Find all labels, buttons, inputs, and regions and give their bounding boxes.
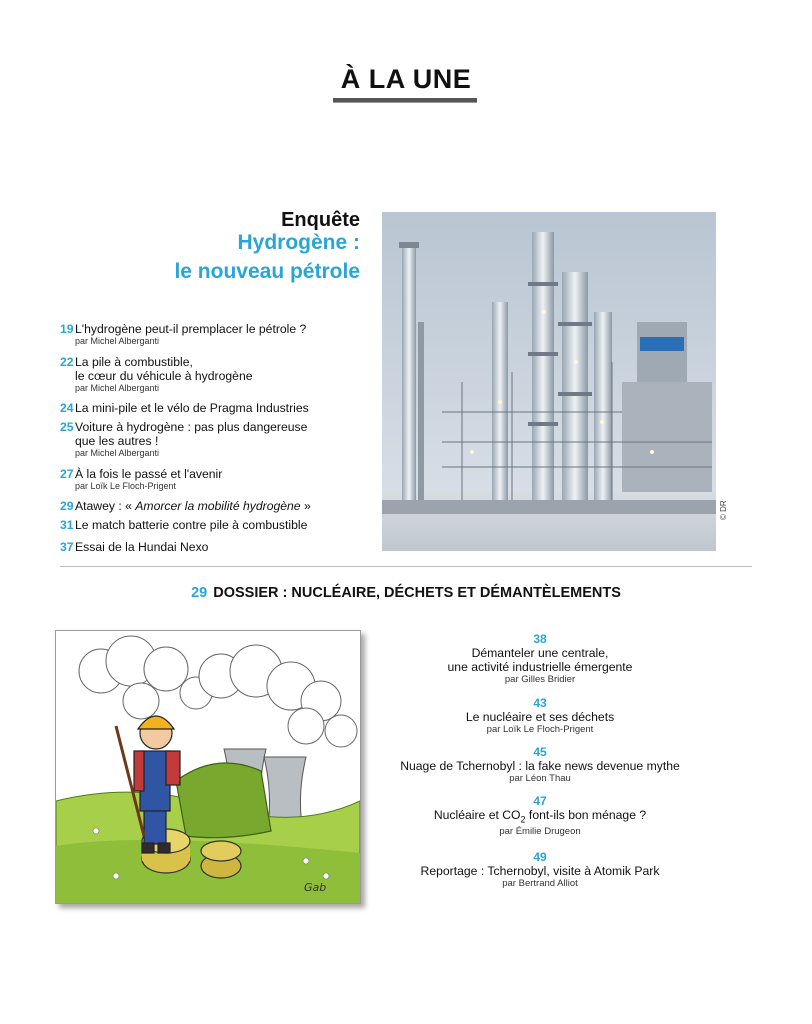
article-title-prefix: Atawey : « <box>75 499 136 513</box>
dossier-article-author: par Bertrand Alliot <box>502 878 578 889</box>
page-title: À LA UNE <box>340 64 472 94</box>
article-page-number: 19 <box>60 322 74 336</box>
dossier-article-author: par Loïk Le Floch-Prigent <box>486 724 594 735</box>
article-page-number: 31 <box>60 518 74 532</box>
dossier-article[interactable] <box>375 632 705 686</box>
article-page-number: 22 <box>60 355 74 369</box>
dossier-article[interactable] <box>375 850 705 890</box>
article-title-suffix: » <box>300 499 311 513</box>
title-part: font-ils bon ménage ? <box>525 808 647 822</box>
section-divider <box>60 566 752 567</box>
dossier-article[interactable] <box>375 696 705 736</box>
article-author: par Michel Alberganti <box>75 336 160 346</box>
article-item[interactable] <box>60 420 307 459</box>
dossier-article[interactable] <box>375 794 705 838</box>
dossier-page-number: 29 <box>191 585 208 601</box>
dossier-title: DOSSIER : NUCLÉAIRE, DÉCHETS ET DÉMANTÈLEMENTS <box>213 585 621 601</box>
section-title-line1: Hydrogène : <box>237 231 360 254</box>
dossier-article-page: 47 <box>533 794 547 808</box>
dossier-article-page: 49 <box>533 850 547 864</box>
photo-credit: © DR <box>719 500 728 520</box>
dossier-article-page: 43 <box>533 696 547 710</box>
article-author: par Michel Alberganti <box>75 448 160 458</box>
article-title: Essai de la Hundai Nexo <box>75 540 209 554</box>
article-item[interactable] <box>60 355 253 394</box>
nuclear-cartoon <box>56 631 360 903</box>
title-underline <box>333 98 477 103</box>
dossier-article-page: 45 <box>533 745 547 759</box>
article-item[interactable] <box>60 467 222 492</box>
dossier-article-page: 38 <box>533 632 547 646</box>
refinery-illustration <box>382 212 716 551</box>
dossier-heading <box>0 585 812 601</box>
article-title-continued: que les autres ! <box>75 434 159 448</box>
article-page-number: 37 <box>60 540 74 554</box>
cartoon-illustration <box>55 630 361 904</box>
article-title-italic: Amorcer la mobilité hydrogène <box>135 499 301 513</box>
article-title: La pile à combustible, <box>75 355 193 369</box>
dossier-article-title-continued: une activité industrielle émergente <box>447 660 633 674</box>
article-title: La mini-pile et le vélo de Pragma Industries <box>75 401 309 415</box>
title-part: Nucléaire et CO <box>433 808 521 822</box>
article-page-number: 29 <box>60 499 74 513</box>
article-item[interactable] <box>60 401 309 415</box>
dossier-article-title: Démanteler une centrale, <box>471 646 609 660</box>
dossier-article-author: par Gilles Bridier <box>504 674 576 685</box>
dossier-article-title: Nuage de Tchernobyl : la fake news devenue mythe <box>400 759 680 773</box>
article-item[interactable] <box>60 540 208 554</box>
dossier-article-author: par Léon Thau <box>509 773 571 784</box>
section-title-line2: le nouveau pétrole <box>174 260 360 283</box>
article-author: par Loïk Le Floch-Prigent <box>75 481 177 491</box>
article-author: par Michel Alberganti <box>75 383 160 393</box>
article-item[interactable] <box>60 499 311 513</box>
section-label: Enquête <box>281 209 360 231</box>
refinery-photo <box>382 212 716 551</box>
dossier-article-title <box>375 808 705 826</box>
article-title: Le match batterie contre pile à combustible <box>75 518 308 532</box>
article-title: À la fois le passé et l'avenir <box>75 467 223 481</box>
article-page-number: 24 <box>60 401 74 415</box>
title-subscript: 2 <box>520 814 526 825</box>
dossier-article-title: Le nucléaire et ses déchets <box>465 710 615 724</box>
article-item[interactable] <box>60 322 306 347</box>
article-item[interactable] <box>60 518 307 532</box>
article-page-number: 25 <box>60 420 74 434</box>
article-page-number: 27 <box>60 467 74 481</box>
article-title: Voiture à hydrogène : pas plus dangereuse <box>75 420 308 434</box>
article-title: L'hydrogène peut-il premplacer le pétrole ? <box>75 322 307 336</box>
article-title-continued: le cœur du véhicule à hydrogène <box>75 369 253 383</box>
dossier-article-author: par Émilie Drugeon <box>499 826 581 838</box>
dossier-article[interactable] <box>375 745 705 785</box>
cartoon-signature: Gab <box>304 881 327 894</box>
dossier-article-title: Reportage : Tchernobyl, visite à Atomik Park <box>420 864 660 878</box>
